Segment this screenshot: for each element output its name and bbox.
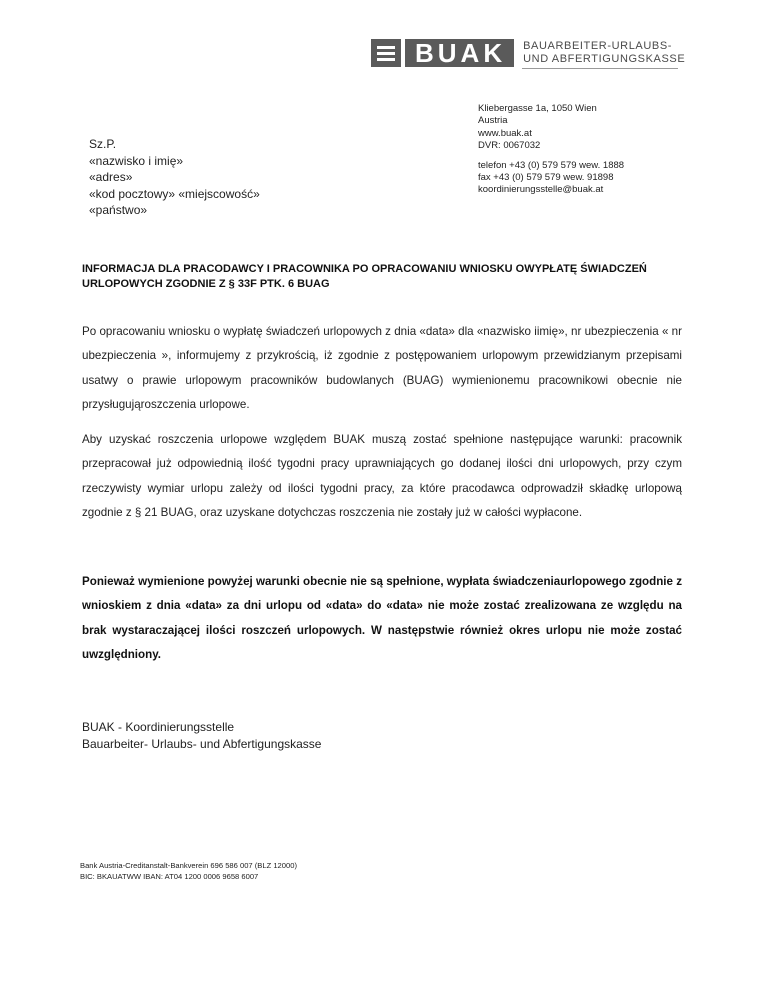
sender-website[interactable]: www.buak.at: [478, 127, 532, 139]
recipient-address: «adres»: [89, 170, 133, 184]
footer-bank: Bank Austria-Creditanstalt-Bankverein 696 586 007 (BLZ 12000): [80, 861, 297, 870]
buak-logo: [371, 39, 685, 67]
paragraph-processing-result: Po opracowaniu wniosku o wypłatę świadczeń urlopowych z dnia «data» dla «nazwisko iimię», nr ubezpieczenia « nr ubezpieczenia », informujemy z przykrością, iż zgodnie z postępowaniem urlopowym przewidzianym przepisami usatwy o prawie urlopowym pracowników budowlanych (BUAG) wymienionemu pracownikowi obecnie nie przysługująroszczenia urlopowe.: [82, 325, 682, 412]
document-title: INFORMACJA DLA PRACODAWCY I PRACOWNIKA PO OPRACOWANIU WNIOSKU OWYPŁATĘ ŚWIADCZEŃ URLOPOWYCH ZGODNIE Z § 33F PTK. 6 BUAG: [82, 263, 647, 290]
signature-line1: BUAK - Koordinierungsstelle: [82, 720, 235, 734]
recipient-block: [89, 136, 260, 219]
sender-phone: telefon +43 (0) 579 579 wew. 1888: [478, 159, 625, 171]
recipient-postal-city: «kod pocztowy» «miejscowość»: [89, 186, 260, 201]
sender-dvr: DVR: 0067032: [478, 140, 541, 152]
footer-bic-iban: BIC: BKAUATWW IBAN: AT04 1200 0006 9658 6007: [80, 872, 259, 881]
recipient-country: «państwo»: [89, 203, 148, 217]
logo-tagline-line1: BAUARBEITER-URLAUBS-: [523, 40, 673, 52]
sender-email[interactable]: koordinierungsstelle@buak.at: [478, 184, 604, 196]
paragraph-conditions: Aby uzyskać roszczenia urlopowe względem BUAK muszą zostać spełnione następujące warunki: pracownik przepracował już odpowiednią ilość tygodni pracy uprawniających go dodanej ilości dni urlopowych, przy czym rzeczywisty wymiar urlopu zależy od ilości tygodni pracy, za które pracodawca odprowadził składkę urlopową zgodnie z § 21 BUAG, oraz uzyskane dotychczas roszczenia nie zostały już w całości wypłacone.: [82, 433, 682, 520]
signature-line2: Bauarbeiter- Urlaubs- und Abfertigungskasse: [82, 736, 322, 751]
logo-divider: [522, 68, 678, 69]
logo-wordmark: BUAK: [405, 39, 514, 67]
sender-country: Austria: [478, 115, 508, 127]
sender-block: [478, 103, 624, 197]
logo-emblem-icon: [371, 39, 401, 67]
recipient-salutation: Sz.P.: [89, 137, 117, 151]
paragraph-decision: Ponieważ wymienione powyżej warunki obecnie nie są spełnione, wypłata świadczeniaurlopowego zgodnie z wnioskiem z dnia «data» za dni urlopu od «data» do «data» nie może zostać zrealizowana ze względu na brak wystaraczającej ilości roszczeń urlopowych. W następstwie również okres urlopu nie może zostać uwzględniony.: [82, 575, 682, 662]
recipient-name: «nazwisko i imię»: [89, 153, 184, 168]
logo-tagline-line2: UND ABFERTIGUNGSKASSE: [523, 53, 686, 65]
logo-mark: [371, 39, 514, 67]
sender-fax: fax +43 (0) 579 579 wew. 91898: [478, 172, 614, 184]
footer-bank-details: [80, 860, 297, 882]
logo-tagline: [523, 40, 685, 66]
sender-address: Kliebergasse 1a, 1050 Wien: [478, 103, 597, 114]
signature-block: [82, 719, 321, 752]
